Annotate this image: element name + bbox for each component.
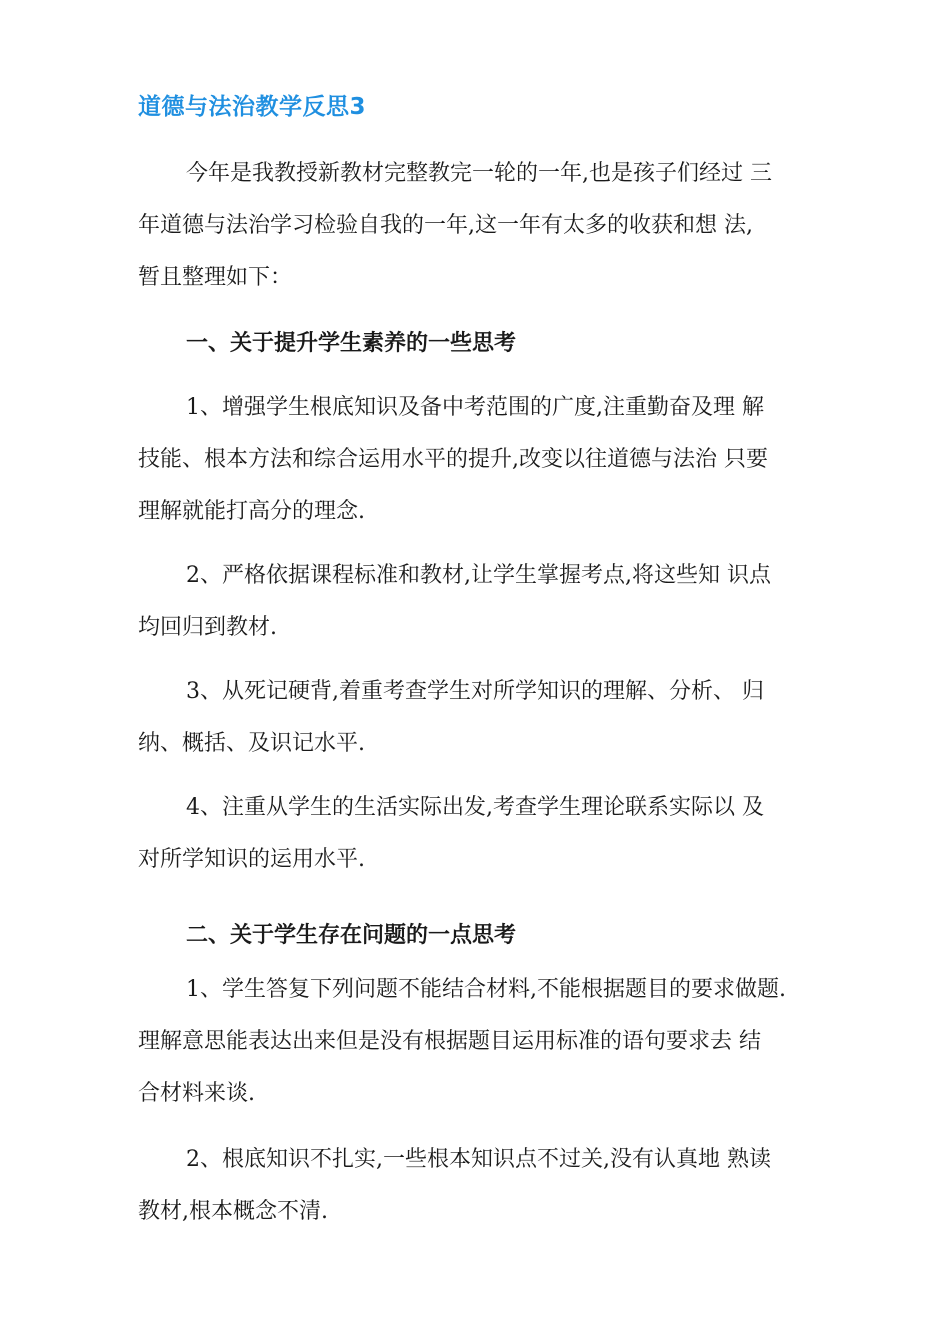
section1-item-4 xyxy=(138,782,838,886)
section1-item-4-line-1: 4、注重从学生的生活实际出发,考查学生理论联系实际以 及 xyxy=(186,795,764,820)
section1-item-4-line-2: 对所学知识的运用水平. xyxy=(138,847,365,872)
section1-item-3-line-2: 纳、概括、及识记水平. xyxy=(138,731,365,756)
intro-paragraph xyxy=(138,148,838,304)
intro-line-2: 年道德与法治学习检验自我的一年,这一年有太多的收获和想 法, xyxy=(138,213,753,238)
section1-heading: 一、关于提升学生素养的一些思考 xyxy=(186,331,517,356)
section2-item-1-line-1: 1、学生答复下列问题不能结合材料,不能根据题目的要求做题. xyxy=(186,977,786,1002)
section2-item-1 xyxy=(138,964,838,1120)
section1-item-3-line-1: 3、从死记硬背,着重考查学生对所学知识的理解、分析、 归 xyxy=(186,679,764,704)
section1-item-1-line-3: 理解就能打高分的理念. xyxy=(138,499,365,524)
section1-item-1 xyxy=(138,382,838,538)
document-title: 道德与法治教学反思3 xyxy=(138,94,367,120)
section2-item-2-line-2: 教材,根本概念不清. xyxy=(138,1199,328,1224)
section1-item-1-line-1: 1、增强学生根底知识及备中考范围的广度,注重勤奋及理 解 xyxy=(186,395,764,420)
section1-item-3 xyxy=(138,666,838,770)
section2-item-2 xyxy=(138,1134,838,1238)
section1-item-2-line-1: 2、严格依据课程标准和教材,让学生掌握考点,将这些知 识点 xyxy=(186,563,771,588)
section2-item-1-line-2: 理解意思能表达出来但是没有根据题目运用标准的语句要求去 结 xyxy=(138,1029,761,1054)
section1-item-2-line-2: 均回归到教材. xyxy=(138,615,277,640)
intro-line-3: 暂且整理如下： xyxy=(138,265,293,290)
section2-item-2-line-1: 2、根底知识不扎实,一些根本知识点不过关,没有认真地 熟读 xyxy=(186,1147,771,1172)
section2-item-1-line-3: 合材料来谈. xyxy=(138,1081,255,1106)
section2-heading: 二、关于学生存在问题的一点思考 xyxy=(186,923,517,948)
intro-line-1: 今年是我教授新教材完整教完一轮的一年,也是孩子们经过 三 xyxy=(186,161,772,186)
section1-item-1-line-2: 技能、根本方法和综合运用水平的提升,改变以往道德与法治 只要 xyxy=(138,447,768,472)
section1-item-2 xyxy=(138,550,838,654)
